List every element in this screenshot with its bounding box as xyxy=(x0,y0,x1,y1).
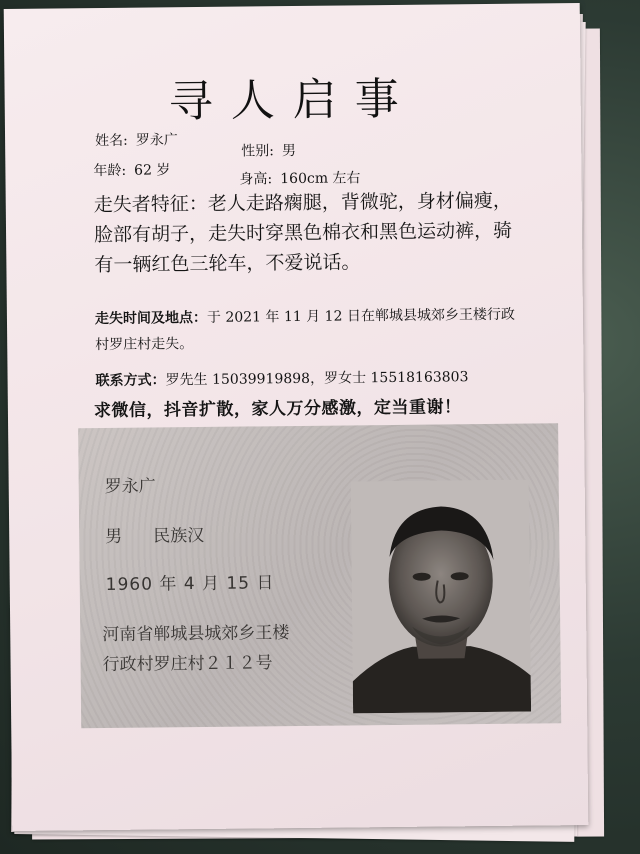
name-label: 姓名: xyxy=(95,132,128,150)
time-label: 走失时间及地点： xyxy=(94,309,208,328)
features-paragraph xyxy=(94,186,515,280)
notice-title: 寻人启事 xyxy=(168,73,417,128)
contact-text: 罗先生 15039919898，罗女士 15518163803 xyxy=(165,369,469,389)
height-label: 身高: xyxy=(239,171,273,188)
id-card-ethnicity: 民族汉 xyxy=(153,525,205,547)
appeal-text: 求微信，抖音扩散，家人万分感激，定当重谢！ xyxy=(93,397,462,422)
features-text: 老人走路瘸腿，背微驼，身材偏瘦，脸部有胡子，走失时穿黑色棉衣和黑色运动裤，骑有一辆红色三轮车，不爱说话。 xyxy=(93,189,513,277)
age-value: 62 岁 xyxy=(134,162,171,179)
contact-label: 联系方式： xyxy=(95,372,166,390)
portrait-photo-icon xyxy=(351,480,531,714)
height-field xyxy=(239,167,360,188)
contact-paragraph xyxy=(95,363,535,394)
id-card-name: 罗永广 xyxy=(104,476,156,498)
gender-value: 男 xyxy=(281,142,297,160)
gender-field xyxy=(241,140,296,161)
name-field xyxy=(95,129,178,150)
name-value: 罗永广 xyxy=(135,132,178,149)
height-value: 160cm 左右 xyxy=(280,170,361,188)
id-card-birth: 1960 年 4 月 15 日 xyxy=(105,573,275,596)
age-field xyxy=(93,159,170,180)
time-text: 于 2021 年 11 月 12 日在郸城县城郊乡王楼行政村罗庄村走失。 xyxy=(95,306,515,354)
gender-label: 性别: xyxy=(241,143,275,160)
age-label: 年龄: xyxy=(93,162,127,180)
id-card-gender: 男 xyxy=(105,526,123,548)
missing-person-notice xyxy=(4,3,589,831)
id-card-image xyxy=(78,423,561,728)
id-card-address-line2: 行政村罗庄村２１２号 xyxy=(102,653,273,676)
id-card-address-line1: 河南省郸城县城郊乡王楼 xyxy=(102,623,290,646)
missing-time-paragraph xyxy=(95,302,516,358)
features-label: 走失者特征： xyxy=(93,192,208,217)
